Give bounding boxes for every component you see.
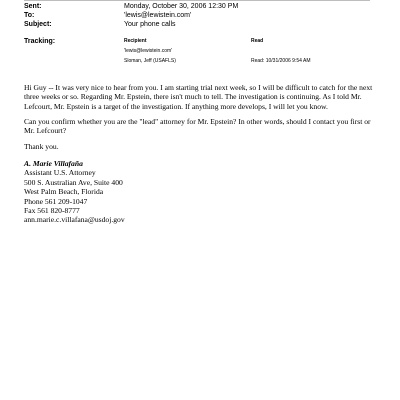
signature-block [24, 159, 125, 225]
signature-phone: Phone 561 209-1047 [24, 196, 88, 206]
signature-fax: Fax 561 820-8777 [24, 206, 80, 216]
body-paragraph-2: Can you confirm whether you are the "lead" attorney for Mr. Epstein? In other words, should I contact you first or Mr. Lefcourt? [24, 117, 371, 136]
tracking-recipient-1: 'lewis@lewistein.com' [124, 48, 173, 54]
signature-email: ann.marie.c.villafana@usdoj.gov [24, 215, 125, 225]
signature-address-1: 500 S. Australian Ave, Suite 400 [24, 177, 123, 187]
body-paragraph-3: Thank you. [24, 142, 59, 151]
subject-label: Subject: [24, 21, 52, 28]
top-rule [24, 0, 370, 1]
signature-address-2: West Palm Beach, Florida [24, 187, 104, 197]
sent-value: Monday, October 30, 2006 12:30 PM [124, 3, 239, 10]
tracking-recipient-2: Sloman, Jeff (USAFLS) [124, 58, 176, 64]
tracking-recipient-header: Recipient [124, 38, 147, 44]
subject-value: Your phone calls [124, 21, 176, 28]
body-paragraph-1: Hi Guy -- It was very nice to hear from you. I am starting trial next week, so I will be difficult to catch for the next three weeks or so. Regarding Mr. Epstein, there isn't much to tell. The investigation is continuing. As I told Mr. Lefcourt, Mr. Epstein is a target of the investigation. If anything more develops, I will let you know. [24, 83, 373, 111]
tracking-label: Tracking: [24, 38, 56, 45]
sent-label: Sent: [24, 3, 42, 10]
signature-title: Assistant U.S. Attorney [24, 168, 96, 178]
signature-name: A. Marie Villafaña [24, 159, 83, 168]
to-label: To: [24, 12, 35, 19]
to-value: 'lewis@lewistein.com' [124, 12, 192, 19]
tracking-read-header: Read [251, 38, 264, 44]
tracking-read-2: Read: 10/31/2006 9:54 AM [251, 58, 311, 64]
